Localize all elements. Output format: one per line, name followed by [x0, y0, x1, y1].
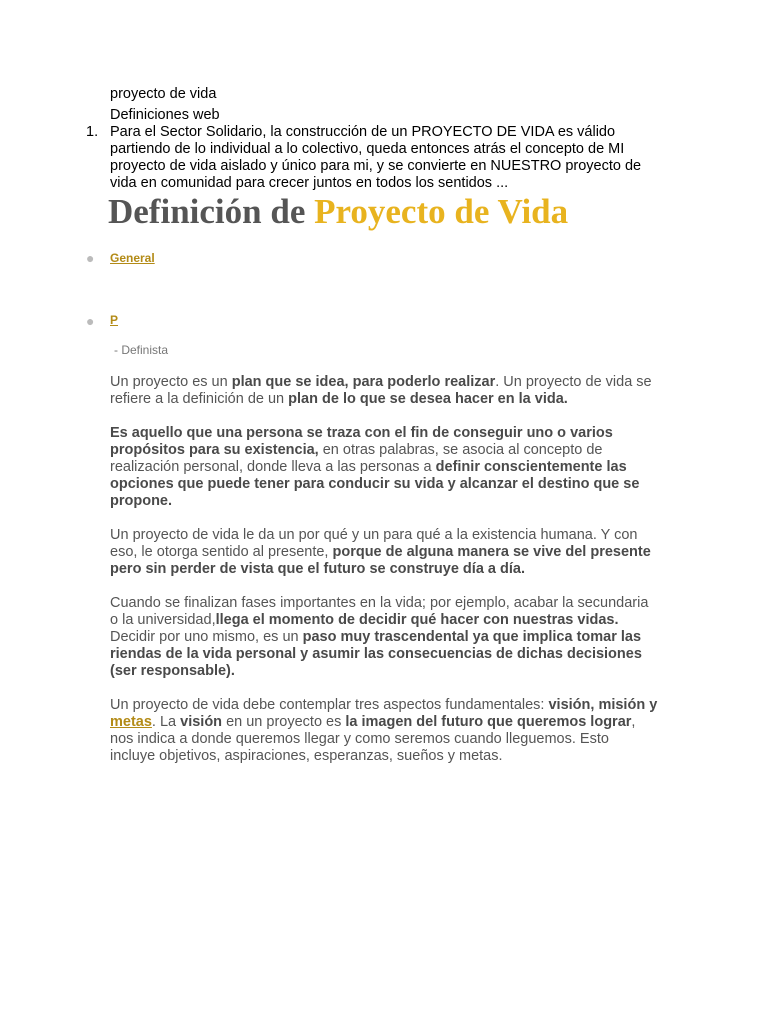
heading-part-dark: Definición de: [108, 192, 306, 231]
bullet-dot-icon: ●: [86, 313, 95, 329]
bold-run: visión, misión y: [548, 697, 658, 713]
bold-run: definir conscientemente las opciones que puede tener para conducir su vida y alcanzar el destino que se propone.: [110, 459, 640, 509]
text-run: . Un proyecto de vida se refiere a la definición de un: [110, 374, 652, 407]
paragraph-5: [110, 697, 658, 765]
paragraph-3: [110, 527, 658, 578]
heading-part-gold: Proyecto de Vida: [314, 192, 569, 231]
definitions-list: [0, 124, 768, 192]
document-title: proyecto de vida: [110, 86, 217, 102]
letter-link[interactable]: P: [110, 313, 119, 327]
bold-run: la imagen del futuro que queremos lograr: [345, 714, 632, 730]
text-run: Cuando se finalizan fases importantes en la vida; por ejemplo, acabar la secundaria o la universidad,: [110, 595, 649, 628]
text-run: en otras palabras, se asocia al concepto de realización personal, donde lleva a las personas a: [110, 442, 603, 475]
definition-item: [0, 124, 768, 192]
definition-number: 1.: [86, 124, 99, 140]
category-link[interactable]: General: [110, 251, 155, 265]
bullet-dot-icon: ●: [86, 250, 95, 266]
paragraph-1: [110, 374, 658, 408]
web-definitions-label: Definiciones web: [110, 107, 220, 123]
bold-run: porque de alguna manera se vive del presente pero sin perder de vista que el futuro se construye día a día.: [110, 544, 651, 577]
bold-run: llega el momento de decidir qué hacer con nuestras vidas.: [215, 612, 619, 628]
definition-text: Para el Sector Solidario, la construcción de un PROYECTO DE VIDA es válido partiendo de lo individual a lo colectivo, queda entonces atrás el concepto de MI proyecto de vida aislado y único para mi, y se convierte en NUESTRO proyecto de vida en comunidad para crecer juntos en todos los sentidos ...: [110, 124, 642, 191]
article-body: [110, 374, 658, 782]
text-run: . La: [151, 714, 181, 730]
text-run: , nos indica a donde queremos llegar y como seremos cuando lleguemos. Esto incluye objetivos, aspiraciones, esperanzas, sueños y metas.: [110, 714, 636, 764]
bold-run: visión: [180, 714, 223, 730]
bold-run: paso muy trascendental ya que implica tomar las riendas de la vida personal y asumir las consecuencias de dichas decisiones (ser responsable).: [110, 629, 642, 679]
text-run: Un proyecto es un: [110, 374, 232, 390]
text-run: Un proyecto de vida debe contemplar tres aspectos fundamentales:: [110, 697, 549, 713]
author-label: - Definista: [114, 343, 169, 357]
bold-run: plan de lo que se desea hacer en la vida.: [288, 391, 568, 407]
main-heading: [108, 190, 568, 234]
metas-link[interactable]: metas: [110, 714, 152, 730]
text-run: Un proyecto de vida le da un por qué y un para qué a la existencia humana. Y con eso, le otorga sentido al presente,: [110, 527, 638, 560]
text-run: en un proyecto es: [222, 714, 346, 730]
bold-run: Es aquello que una persona se traza con el fin de conseguir uno o varios propósitos para su existencia,: [110, 425, 613, 458]
paragraph-4: [110, 595, 658, 680]
text-run: Decidir por uno mismo, es un: [110, 629, 303, 645]
bold-run: plan que se idea, para poderlo realizar: [231, 374, 496, 390]
paragraph-2: [110, 425, 658, 510]
